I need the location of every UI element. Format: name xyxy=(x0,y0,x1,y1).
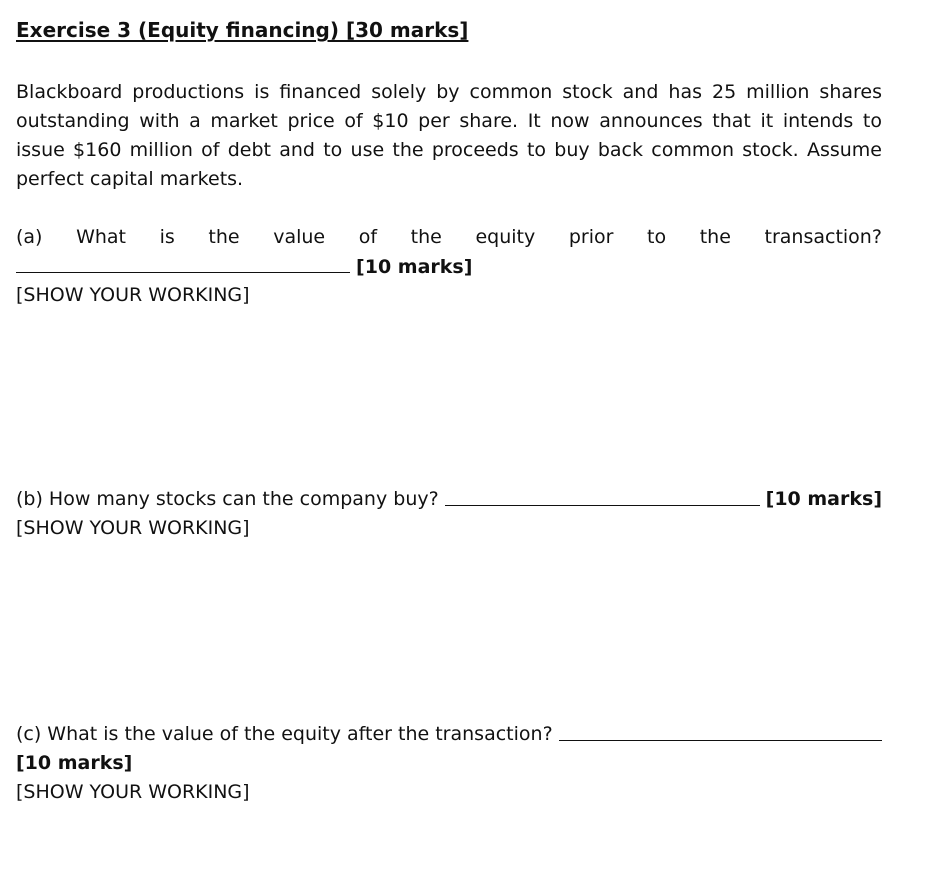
question-c-line xyxy=(16,720,882,749)
question-b-text: (b) How many stocks can the company buy? xyxy=(16,488,439,510)
exercise-title: Exercise 3 (Equity financing) [30 marks] xyxy=(16,18,469,42)
question-a-word: is xyxy=(159,226,175,248)
question-b-working: [SHOW YOUR WORKING] xyxy=(16,517,250,539)
question-a-answer-blank[interactable] xyxy=(16,252,350,273)
question-a-working: [SHOW YOUR WORKING] xyxy=(16,284,250,306)
question-a-word: the xyxy=(208,226,240,248)
question-a-word: (a) xyxy=(16,226,43,248)
exercise-intro: Blackboard productions is financed solely by common stock and has 25 million shares outstanding with a market price of $10 per share. It now announces that it intends to issue $160 million of debt and to use the proceeds to buy back common stock. Assume perfect capital markets. xyxy=(16,81,882,190)
question-a-word: to xyxy=(647,226,667,248)
question-c-working: [SHOW YOUR WORKING] xyxy=(16,781,250,803)
question-a-word: transaction? xyxy=(764,226,882,248)
question-b-marks: [10 marks] xyxy=(765,488,882,510)
question-a-answer-line xyxy=(16,252,882,282)
question-c-answer-blank[interactable] xyxy=(559,720,882,741)
question-a-word: value xyxy=(273,226,326,248)
question-a-text xyxy=(16,223,882,252)
question-b-answer-blank[interactable] xyxy=(445,485,760,506)
question-c-text: (c) What is the value of the equity after the transaction? xyxy=(16,723,553,745)
question-a-word: prior xyxy=(568,226,614,248)
question-a-word: of xyxy=(358,226,378,248)
question-b-line xyxy=(16,485,882,514)
question-c-marks: [10 marks] xyxy=(16,752,133,774)
question-a-marks: [10 marks] xyxy=(356,256,473,278)
question-a-word: the xyxy=(410,226,442,248)
question-a-word: equity xyxy=(475,226,536,248)
question-a-word: What xyxy=(76,226,126,248)
question-a-word: the xyxy=(699,226,731,248)
